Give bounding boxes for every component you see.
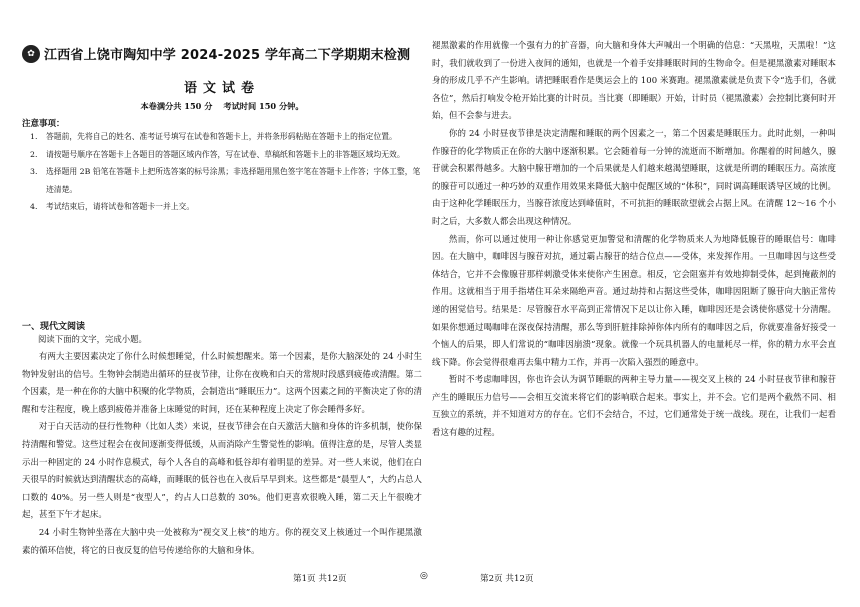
passage-paragraph: 24 小时生物钟坐落在大脑中央一处被称为“视交叉上核”的地方。你的视交叉上核通过一个叫作褪黑激素的循环信使，将它的日夜反复的信号传递给你的大脑和身体。 — [22, 526, 422, 555]
passage-paragraph: 然而，你可以通过使用一种让你感觉更加警觉和清醒的化学物质来人为地降低腺苷的睡眠信号：咖啡因。在大脑中，咖啡因与腺苷对抗，通过霸占腺苷的结合位点——受体，来发挥作用。一旦咖啡因与这些受体结合，它并不会像腺苷那样刺激受体来使你产生困意。相反，它会阻塞并有效地抑制受体，起到掩蔽剂的作用。这就相当于用手指堵住耳朵来隔绝声音。通过劫持和占据这些受体，咖啡因阻断了腺苷向大脑正常传递的困觉信号。结果是：尽管腺苷水平高到正常情况下足以让你入睡，咖啡因还是会诱使你感觉十分清醒。如果你想通过喝咖啡在深夜保持清醒，那么等到肝脏排除掉你体内所有的咖啡因之后，你就要准备好接受一个恼人的后果，即人们常说的“咖啡因崩溃”现象。就像一个玩具机器人的电量耗尽一样，你的精力水平会直线下降。你会觉得很难再去集中精力工作，并再一次陷入强烈的睡意中。 — [432, 233, 836, 367]
passage-paragraph: 你的 24 小时昼夜节律是决定清醒和睡眠的两个因素之一，第二个因素是睡眠压力。此时此刻，一种叫作腺苷的化学物质正在你的大脑中逐渐积累。它会随着每一分钟的流逝而不断增加。你醒着的时间越久，腺苷就会积累得越多。大脑中腺苷增加的一个后果就是人们越来越渴望睡眠，这就是所谓的睡眠压力。高浓度的腺苷可以通过一种巧妙的双重作用效果来降低大脑中促醒区域的“体积”，同时调高睡眠诱导区域的比例。由于这种化学睡眠压力，当腺苷浓度达到峰值时，不可抗拒的睡眠欲望就会占据上风。在清醒 12～16 个小时之后，大多数人都会出现这种情况。 — [432, 127, 836, 226]
notice-number: 2. — [30, 149, 38, 159]
exam-subject: 语文试卷 — [183, 81, 260, 96]
notice-text: 请按题号顺序在答题卡上各题目的答题区域内作答，写在试卷、草稿纸和答题卡上的非答题区域均无效。 — [46, 149, 405, 159]
notice-item — [30, 163, 422, 198]
notice-number: 1. — [30, 132, 38, 141]
passage-paragraph: 褪黑激素的作用就像一个强有力的扩音器，向大脑和身体大声喊出一个明确的信息：“天黑啦，天黑啦！”这时，我们就收到了一份进入夜间的通知，也就是一个着手安排睡眠时间的生物命令。但是褪黑激素对睡眠本身的形成几乎不产生影响。请把睡眠看作是奥运会上的 100 米赛跑。褪黑激素就是负责下令“选手们，各就各位”，然后打响发令枪开始比赛的计时员。当比赛（即睡眠）开始，计时员（褪黑激素）会控制比赛何时开始，但不会参与进去。 — [432, 40, 836, 121]
passage-paragraph: 对于白天活动的昼行性物种（比如人类）来说，昼夜节律会在白天激活大脑和身体的许多机制，使你保持清醒和警觉。这些过程会在夜间逐渐变得低缓，从而消除产生警觉性的影响。值得注意的是，尽管人类显示出一种固定的 24 小时作息模式，每个人各自的高峰和低谷却有着明显的差异。对一些人来说，他们在白天很早的时候就达到清醒状态的高峰，而睡眠的低谷也在入夜后早早到来。这些都是“晨型人”，大约占总人口数的 40%。另一些人则是“夜型人”，约占人口总数的 30%。他们更喜欢很晚入睡，第二天上午很晚才起，甚至下午才起床。 — [22, 421, 422, 520]
section-heading: 一、现代文阅读 — [22, 322, 86, 332]
passage-left-column — [22, 348, 422, 559]
passage-paragraph: 暂时不考虑咖啡因，你也许会认为调节睡眠的两种主导力量——视交叉上核的 24 小时昼夜节律和腺苷产生的睡眠压力信号——会相互交流来将它们的影响联合起来。事实上，并不会。它们是两个截然不同、相互独立的系统，并不知道对方的存在。它们不会结合，不过，它们通常处于统一战线。现在，让我们一起看看这有趣的过程。 — [432, 374, 836, 438]
notice-item — [30, 198, 422, 216]
exam-meta: 本卷满分共 150 分 考试时间 150 分钟。 — [140, 101, 304, 111]
notice-text: 答题前，先将自己的姓名、准考证号填写在试卷和答题卡上，并将条形码粘贴在答题卡上的指定位置。 — [46, 132, 397, 141]
passage-right-column — [432, 37, 836, 442]
section-instruction: 阅读下面的文字，完成小题。 — [38, 334, 147, 344]
notice-number: 4. — [30, 202, 38, 211]
school-logo-icon: ✿ — [22, 45, 40, 63]
page-number-left: 第1页 共12页 — [293, 574, 347, 584]
exam-title: 江西省上饶市陶知中学 2024-2025 学年高二下学期期末检测 — [44, 48, 411, 63]
notice-list — [30, 128, 422, 216]
notice-item — [30, 146, 422, 164]
notice-number: 3. — [30, 167, 38, 176]
passage-paragraph: 有两大主要因素决定了你什么时候想睡觉，什么时候想醒来。第一个因素，是你大脑深处的 24 小时生物钟发射出的信号。生物钟会制造出循环的昼夜节律，让你在夜晚和白天的常规时段感到疲倦或清醒。第二个因素，是一种在你的大脑中积聚的化学物质，会制造出“睡眠压力”。这两个因素之间的平衡决定了你的清醒和专注程度，晚上感到疲倦并准备上床睡觉的时间，还在某种程度上决定了你会睡得多好。 — [22, 351, 422, 414]
exam-header — [22, 44, 422, 63]
footer-mark-icon: ◎ — [420, 571, 428, 581]
notice-heading: 注意事项： — [22, 119, 65, 129]
notice-text: 考试结束后，请将试卷和答题卡一并上交。 — [46, 202, 195, 211]
page-number-right: 第2页 共12页 — [480, 574, 534, 584]
notice-text: 选择题用 2B 铅笔在答题卡上把所选答案的标号涂黑；非选择题用黑色签字笔在答题卡上作答；字体工整，笔迹清楚。 — [46, 167, 421, 194]
notice-item — [30, 128, 422, 146]
